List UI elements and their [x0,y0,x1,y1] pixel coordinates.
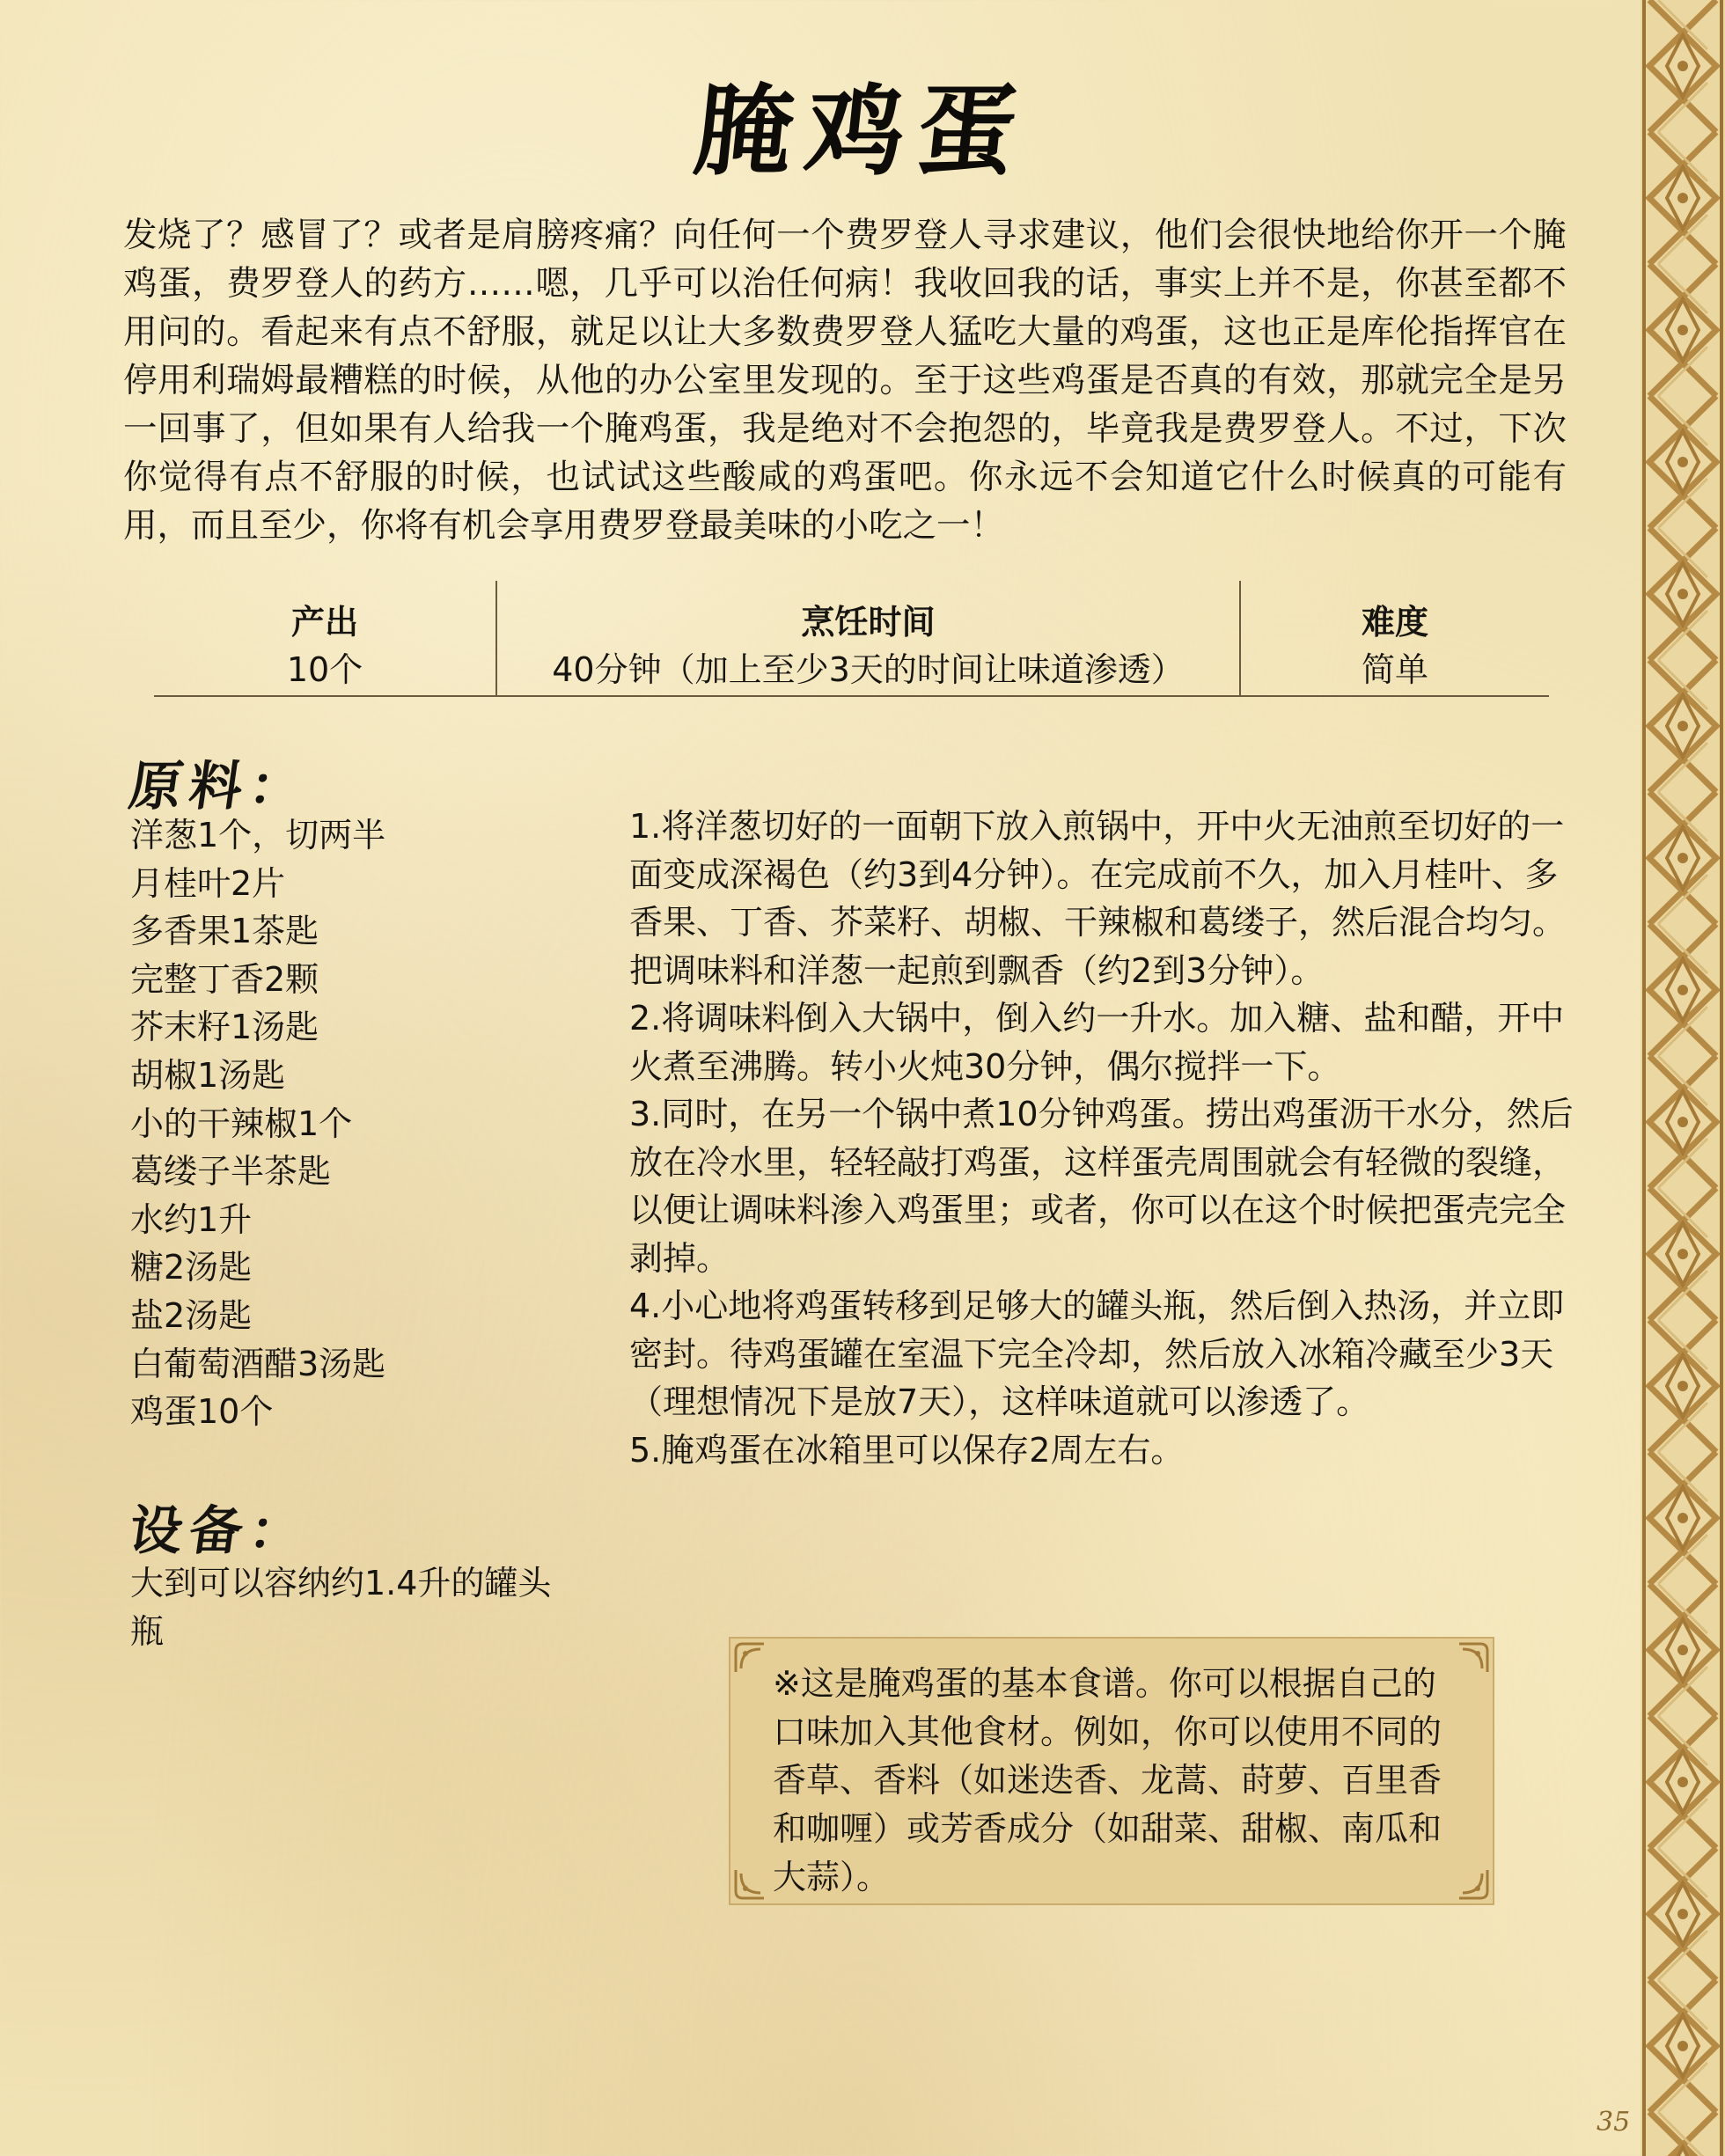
ingredient-item: 白葡萄酒醋3汤匙 [130,1344,386,1383]
equipment-text: 大到可以容纳约1.4升的罐头瓶 [130,1564,552,1651]
ingredient-item: 胡椒1汤匙 [130,1055,286,1095]
ingredient-item: 小的干辣椒1个 [130,1104,353,1143]
stat-yield-label: 产出 [290,603,358,642]
intro-text: 发烧了？感冒了？或者是肩膀疼痛？向任何一个费罗登人寻求建议，他们会很快地给你开一个腌鸡蛋，费罗登人的药方……嗯，几乎可以治任何病！我收回我的话，事实上并不是，你甚至都不用问的。看起来有点不舒服，就足以让大多数费罗登人猛吃大量的鸡蛋，这也正是库伦指挥官在停用利瑞姆最糟糕的时候，从他的办公室里发现的。至于这些鸡蛋是否真的有效，那就完全是另一回事了，但如果有人给我一个腌鸡蛋，我是绝对不会抱怨的，毕竟我是费罗登人。不过，下次你觉得有点不舒服的时候，也试试这些酸咸的鸡蛋吧。你永远不会知道它什么时候真的可能有用，而且至少，你将有机会享用费罗登最美味的小吃之一！ [123,216,1567,546]
recipe-stats [154,581,1549,697]
decorative-border [1641,0,1725,2156]
ingredients-list [130,811,385,1436]
ingredient-item: 盐2汤匙 [130,1295,253,1335]
note-text: ※这是腌鸡蛋的基本食谱。你可以根据自己的口味加入其他食材。例如，你可以使用不同的香草、香料（如迷迭香、龙蒿、莳萝、百里香和咖喱）或芳香成分（如甜菜、甜椒、南瓜和大蒜）。 [773,1664,1442,1896]
stat-time-label: 烹饪时间 [801,603,936,642]
stat-difficulty [1241,581,1549,695]
ingredient-item: 多香果1茶匙 [130,912,319,951]
intro-paragraph [123,211,1567,550]
instruction-step: 1.将洋葱切好的一面朝下放入煎锅中，开中火无油煎至切好的一面变成深褐色（约3到4分钟）。在完成前不久，加入月桂叶、多香果、丁香、芥菜籽、胡椒、干辣椒和葛缕子，然后混合均匀。把调味料和洋葱一起煎到飘香（约2到3分钟）。 [629,807,1567,990]
corner-ornament-icon [1457,1868,1489,1900]
ingredients-heading: 原料： [125,756,314,818]
ingredient-item: 洋葱1个，切两半 [130,816,386,854]
stat-yield-value: 10个 [286,650,363,689]
page-title: 腌鸡蛋 [689,74,1034,189]
stat-difficulty-value: 简单 [1361,650,1428,689]
instruction-step: 4.小心地将鸡蛋转移到足够大的罐头瓶，然后倒入热汤，并立即密封。待鸡蛋罐在室温下完全冷却，然后放入冰箱冷藏至少3天（理想情况下是放7天），这样味道就可以渗透了。 [629,1287,1565,1421]
ingredient-item: 糖2汤匙 [130,1248,253,1287]
page-number: 35 [1597,2107,1631,2138]
instruction-step: 3.同时，在另一个锅中煮10分钟鸡蛋。捞出鸡蛋沥干水分，然后放在冷水里，轻轻敲打鸡蛋，这样蛋壳周围就会有轻微的裂缝，以便让调味料渗入鸡蛋里；或者，你可以在这个时候把蛋壳完全剥掉。 [629,1095,1574,1278]
corner-ornament-icon [734,1642,766,1674]
ingredient-item: 月桂叶2片 [130,863,286,903]
instructions [629,803,1580,1474]
ingredient-item: 芥末籽1汤匙 [130,1008,319,1047]
stat-yield [154,581,497,695]
instruction-step: 2.将调味料倒入大锅中，倒入约一升水。加入糖、盐和醋，开中火煮至沸腾。转小火炖30分钟，偶尔搅拌一下。 [629,999,1565,1086]
corner-ornament-icon [1457,1642,1489,1674]
ingredient-item: 葛缕子半茶匙 [130,1152,332,1192]
corner-ornament-icon [734,1868,766,1900]
ingredient-item: 鸡蛋10个 [130,1392,274,1432]
recipe-note-box [729,1637,1494,1905]
instruction-step: 5.腌鸡蛋在冰箱里可以保存2周左右。 [629,1430,1185,1470]
stat-time [497,581,1241,695]
stat-difficulty-label: 难度 [1361,603,1428,642]
stat-time-value: 40分钟（加上至少3天的时间让味道渗透） [552,650,1185,689]
ingredient-item: 完整丁香2颗 [130,959,319,999]
equipment-heading: 设备： [125,1500,314,1562]
ingredient-item: 水约1升 [130,1199,253,1239]
